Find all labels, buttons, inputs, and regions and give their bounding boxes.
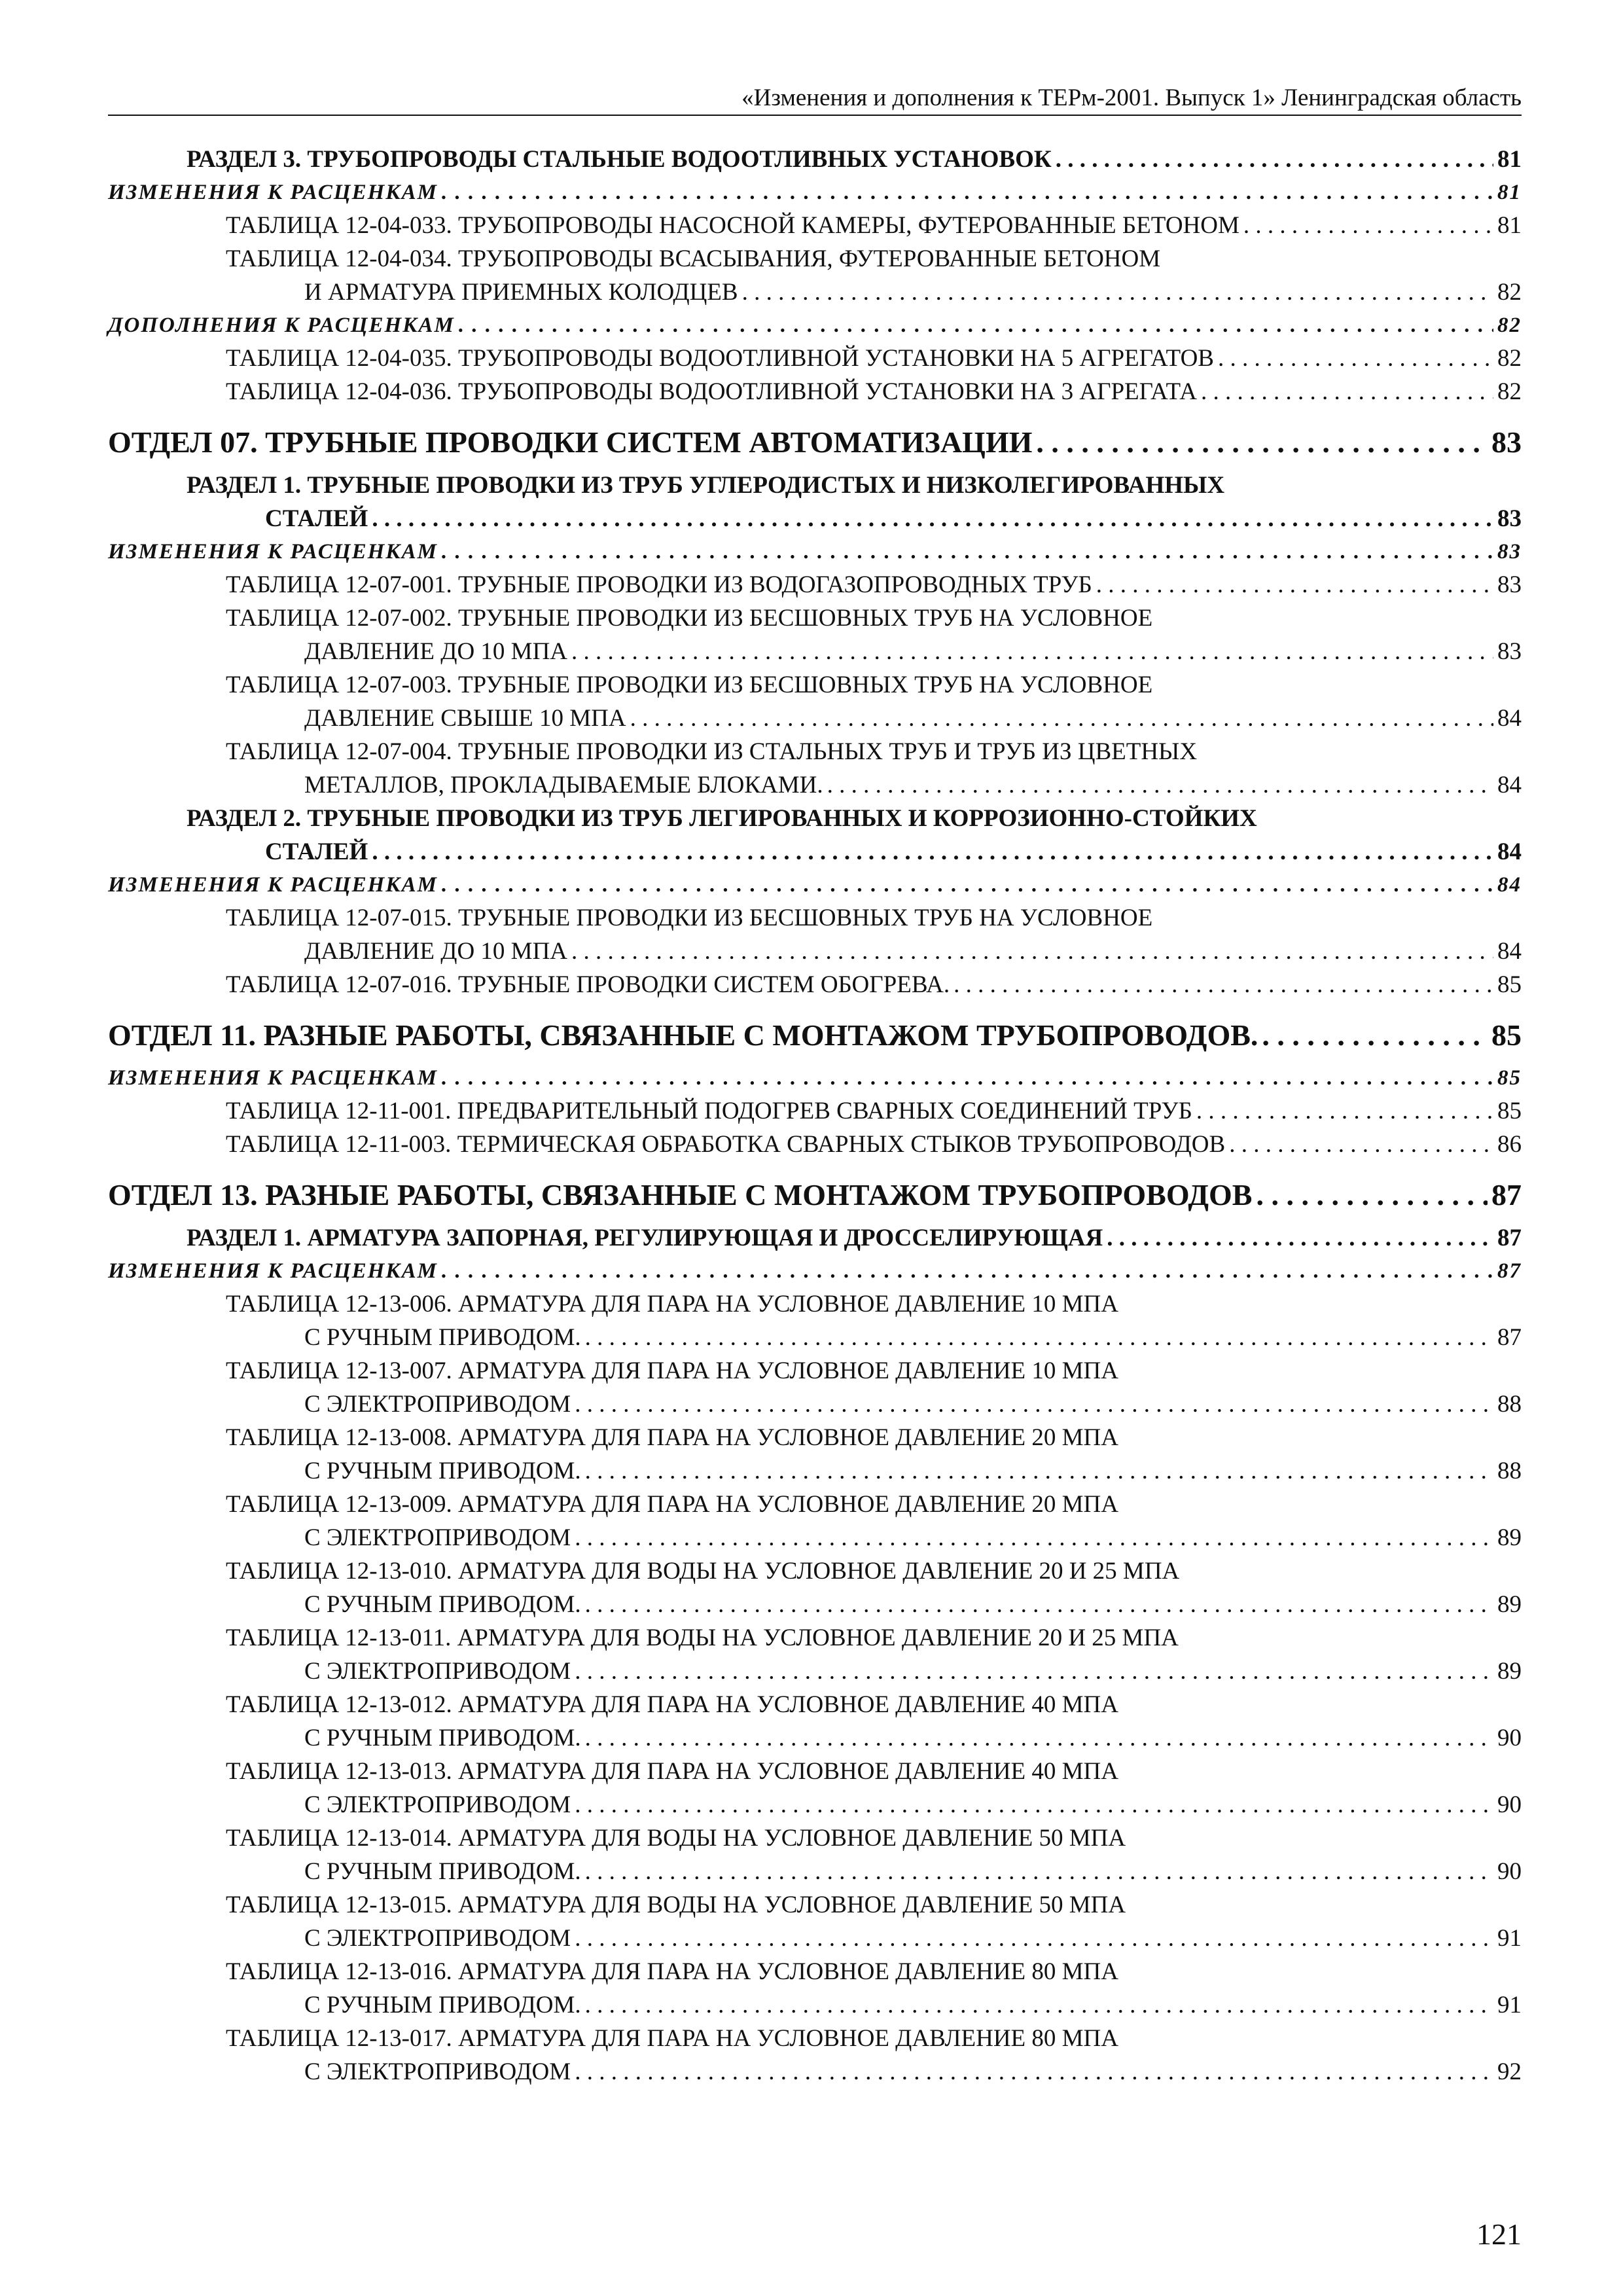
toc-entry-ital: [108, 176, 1522, 209]
toc-entry-title-line1: ТАБЛИЦА 12-13-006. АРМАТУРА ДЛЯ ПАРА НА УСЛОВНОЕ ДАВЛЕНИЕ 10 МПА: [226, 1291, 1118, 1318]
page-number: 121: [1476, 2217, 1522, 2251]
dot-leader: [442, 869, 1493, 901]
toc-entry-tab: [108, 242, 1522, 309]
toc-entry-page: 86: [1497, 1131, 1522, 1158]
toc-entry-page: 81: [1497, 181, 1522, 204]
toc-entry-title: С ЭЛЕКТРОПРИВОДОМ: [304, 2058, 571, 2085]
toc-entry-ital: [108, 535, 1522, 568]
toc-entry-title: С ЭЛЕКТРОПРИВОДОМ: [304, 1658, 571, 1685]
dot-leader: [1201, 375, 1493, 408]
toc-entry-page: 83: [1491, 425, 1522, 459]
toc-entry-page: 87: [1491, 1178, 1522, 1211]
toc-entry-otdel: [108, 425, 1522, 459]
toc-entry-otdel: [108, 1178, 1522, 1212]
toc-entry-title-line1: ТАБЛИЦА 12-13-017. АРМАТУРА ДЛЯ ПАРА НА УСЛОВНОЕ ДАВЛЕНИЕ 80 МПА: [226, 2025, 1118, 2052]
dot-leader: [571, 635, 1493, 668]
toc-entry-title-line1: ТАБЛИЦА 12-13-014. АРМАТУРА ДЛЯ ВОДЫ НА УСЛОВНОЕ ДАВЛЕНИЕ 50 МПА: [226, 1825, 1126, 1852]
dot-leader: [442, 176, 1493, 209]
toc-entry-page: 83: [1497, 540, 1522, 564]
toc-entry-title: ДОПОЛНЕНИЯ К РАСЦЕНКАМ: [108, 314, 455, 337]
toc-entry-page: 82: [1497, 279, 1522, 306]
toc-entry-title: ИЗМЕНЕНИЯ К РАСЦЕНКАМ: [108, 1259, 438, 1283]
toc-entry-tab: [108, 1488, 1522, 1554]
dot-leader: [1196, 1094, 1493, 1128]
toc-entry-tab: [108, 901, 1522, 968]
dot-leader: [1262, 1018, 1488, 1052]
dot-leader: [575, 1388, 1493, 1421]
toc-entry-page: 89: [1497, 1658, 1522, 1685]
dot-leader: [442, 535, 1493, 568]
toc-entry-title: ИЗМЕНЕНИЯ К РАСЦЕНКАМ: [108, 540, 438, 564]
toc-entry-title: С ЭЛЕКТРОПРИВОДОМ: [304, 1524, 571, 1551]
toc-entry-page: 81: [1497, 212, 1522, 239]
toc-entry-title-line1: ТАБЛИЦА 12-13-013. АРМАТУРА ДЛЯ ПАРА НА УСЛОВНОЕ ДАВЛЕНИЕ 40 МПА: [226, 1758, 1118, 1785]
toc-entry-ital: [108, 309, 1522, 342]
toc-entry-title: С РУЧНЫМ ПРИВОДОМ.: [304, 1324, 581, 1351]
toc-entry-title: ИЗМЕНЕНИЯ К РАСЦЕНКАМ: [108, 1066, 438, 1090]
toc-entry-page: 90: [1497, 1858, 1522, 1885]
dot-leader: [585, 1988, 1493, 2022]
toc-entry-title-line1: ТАБЛИЦА 12-04-034. ТРУБОПРОВОДЫ ВСАСЫВАНИЯ, ФУТЕРОВАННЫЕ БЕТОНОМ: [226, 245, 1161, 272]
toc-entry-title: С РУЧНЫМ ПРИВОДОМ.: [304, 1725, 581, 1751]
dot-leader: [1096, 568, 1493, 601]
dot-leader: [630, 702, 1493, 735]
toc-entry-title-line1: ТАБЛИЦА 12-13-007. АРМАТУРА ДЛЯ ПАРА НА УСЛОВНОЕ ДАВЛЕНИЕ 10 МПА: [226, 1357, 1118, 1384]
dot-leader: [442, 1062, 1493, 1094]
toc-entry-title: С РУЧНЫМ ПРИВОДОМ.: [304, 1858, 581, 1885]
toc-entry-title: ДАВЛЕНИЕ СВЫШЕ 10 МПА: [304, 705, 626, 732]
toc-entry-page: 83: [1497, 505, 1522, 532]
toc-entry-title-line1: РАЗДЕЛ 1. ТРУБНЫЕ ПРОВОДКИ ИЗ ТРУБ УГЛЕРОДИСТЫХ И НИЗКОЛЕГИРОВАННЫХ: [187, 472, 1225, 499]
toc-entry-title: ИЗМЕНЕНИЯ К РАСЦЕНКАМ: [108, 181, 438, 204]
dot-leader: [585, 1721, 1493, 1755]
toc-entry-tab: [108, 209, 1522, 242]
toc-entry-title: И АРМАТУРА ПРИЕМНЫХ КОЛОДЦЕВ: [304, 279, 738, 306]
toc-entry-title: РАЗДЕЛ 3. ТРУБОПРОВОДЫ СТАЛЬНЫЕ ВОДООТЛИВНЫХ УСТАНОВОК: [187, 146, 1052, 173]
dot-leader: [459, 309, 1493, 342]
toc-entry-page: 87: [1497, 1225, 1522, 1251]
toc-entry-title: С ЭЛЕКТРОПРИВОДОМ: [304, 1791, 571, 1818]
toc-entry-page: 92: [1497, 2058, 1522, 2085]
dot-leader: [1056, 143, 1493, 176]
toc-entry-title: С ЭЛЕКТРОПРИВОДОМ: [304, 1925, 571, 1952]
toc-entry-title: ТАБЛИЦА 12-04-035. ТРУБОПРОВОДЫ ВОДООТЛИВНОЙ УСТАНОВКИ НА 5 АГРЕГАТОВ: [226, 345, 1214, 372]
dot-leader: [1243, 209, 1493, 242]
toc-entry-tab: [108, 1688, 1522, 1755]
toc-entry-page: 83: [1497, 571, 1522, 598]
toc-entry-tab: [108, 1755, 1522, 1821]
toc-entry-page: 85: [1491, 1018, 1522, 1052]
toc-entry-title: ТАБЛИЦА 12-04-033. ТРУБОПРОВОДЫ НАСОСНОЙ КАМЕРЫ, ФУТЕРОВАННЫЕ БЕТОНОМ: [226, 212, 1240, 239]
toc-entry-tab: [108, 342, 1522, 375]
toc-entry-tab: [108, 1354, 1522, 1421]
toc-entry-title: ТАБЛИЦА 12-11-001. ПРЕДВАРИТЕЛЬНЫЙ ПОДОГРЕВ СВАРНЫХ СОЕДИНЕНИЙ ТРУБ: [226, 1098, 1192, 1124]
toc-entry-ital: [108, 869, 1522, 901]
toc-entry-title-line1: ТАБЛИЦА 12-07-002. ТРУБНЫЕ ПРОВОДКИ ИЗ БЕСШОВНЫХ ТРУБ НА УСЛОВНОЕ: [226, 605, 1153, 632]
toc-entry-ital: [108, 1255, 1522, 1287]
table-of-contents: [108, 143, 1522, 2089]
toc-entry-page: 84: [1497, 873, 1522, 897]
dot-leader: [1218, 342, 1493, 375]
toc-entry-title-line1: ТАБЛИЦА 12-07-015. ТРУБНЫЕ ПРОВОДКИ ИЗ БЕСШОВНЫХ ТРУБ НА УСЛОВНОЕ: [226, 905, 1153, 931]
toc-entry-title-line1: ТАБЛИЦА 12-13-016. АРМАТУРА ДЛЯ ПАРА НА УСЛОВНОЕ ДАВЛЕНИЕ 80 МПА: [226, 1958, 1118, 1985]
toc-entry-title: ТАБЛИЦА 12-07-016. ТРУБНЫЕ ПРОВОДКИ СИСТЕМ ОБОГРЕВА.: [226, 971, 950, 998]
toc-entry-page: 85: [1497, 1066, 1522, 1090]
toc-entry-title: ТАБЛИЦА 12-07-001. ТРУБНЫЕ ПРОВОДКИ ИЗ ВОДОГАЗОПРОВОДНЫХ ТРУБ: [226, 571, 1092, 598]
toc-entry-title-line1: РАЗДЕЛ 2. ТРУБНЫЕ ПРОВОДКИ ИЗ ТРУБ ЛЕГИРОВАННЫХ И КОРРОЗИОННО-СТОЙКИХ: [187, 805, 1257, 832]
toc-entry-tab: [108, 601, 1522, 668]
toc-entry-page: 88: [1497, 1458, 1522, 1484]
toc-entry-page: 89: [1497, 1591, 1522, 1618]
toc-entry-title: С РУЧНЫМ ПРИВОДОМ.: [304, 1591, 581, 1618]
toc-entry-title: ДАВЛЕНИЕ ДО 10 МПА: [304, 938, 568, 965]
toc-entry-title: ОТДЕЛ 07. ТРУБНЫЕ ПРОВОДКИ СИСТЕМ АВТОМАТИЗАЦИИ: [108, 425, 1033, 459]
toc-entry-tab: [108, 968, 1522, 1001]
toc-entry-otdel: [108, 1018, 1522, 1052]
toc-entry-title: ТАБЛИЦА 12-11-003. ТЕРМИЧЕСКАЯ ОБРАБОТКА СВАРНЫХ СТЫКОВ ТРУБОПРОВОДОВ: [226, 1131, 1226, 1158]
dot-leader: [1036, 425, 1488, 459]
toc-entry-title: С ЭЛЕКТРОПРИВОДОМ: [304, 1391, 571, 1418]
toc-entry-razdel: [108, 143, 1522, 176]
toc-entry-title-line1: ТАБЛИЦА 12-13-011. АРМАТУРА ДЛЯ ВОДЫ НА УСЛОВНОЕ ДАВЛЕНИЕ 20 И 25 МПА: [226, 1624, 1179, 1651]
toc-entry-page: 88: [1497, 1391, 1522, 1418]
toc-entry-page: 91: [1497, 1992, 1522, 2018]
toc-entry-razdel: [108, 802, 1522, 869]
dot-leader: [585, 1855, 1493, 1888]
toc-entry-title-line1: ТАБЛИЦА 12-13-010. АРМАТУРА ДЛЯ ВОДЫ НА УСЛОВНОЕ ДАВЛЕНИЕ 20 И 25 МПА: [226, 1558, 1180, 1585]
toc-entry-title-line1: ТАБЛИЦА 12-13-008. АРМАТУРА ДЛЯ ПАРА НА УСЛОВНОЕ ДАВЛЕНИЕ 20 МПА: [226, 1424, 1118, 1451]
toc-entry-tab: [108, 568, 1522, 601]
toc-entry-title: С РУЧНЫМ ПРИВОДОМ.: [304, 1458, 581, 1484]
dot-leader: [742, 276, 1493, 309]
dot-leader: [575, 1922, 1493, 1955]
dot-leader: [585, 1321, 1493, 1354]
toc-entry-title-line1: ТАБЛИЦА 12-07-004. ТРУБНЫЕ ПРОВОДКИ ИЗ СТАЛЬНЫХ ТРУБ И ТРУБ ИЗ ЦВЕТНЫХ: [226, 738, 1198, 765]
toc-entry-tab: [108, 1094, 1522, 1128]
toc-entry-page: 90: [1497, 1791, 1522, 1818]
dot-leader: [575, 1655, 1493, 1688]
toc-entry-page: 83: [1497, 638, 1522, 665]
toc-entry-title: С РУЧНЫМ ПРИВОДОМ.: [304, 1992, 581, 2018]
dot-leader: [575, 2055, 1493, 2089]
toc-entry-page: 89: [1497, 1524, 1522, 1551]
dot-leader: [372, 835, 1493, 869]
toc-entry-title: МЕТАЛЛОВ, ПРОКЛАДЫВАЕМЫЕ БЛОКАМИ.: [304, 772, 823, 798]
header-rule: [108, 115, 1522, 116]
dot-leader: [372, 502, 1493, 535]
toc-entry-title-line1: ТАБЛИЦА 12-13-009. АРМАТУРА ДЛЯ ПАРА НА УСЛОВНОЕ ДАВЛЕНИЕ 20 МПА: [226, 1491, 1118, 1518]
toc-entry-tab: [108, 1554, 1522, 1621]
toc-entry-title-line1: ТАБЛИЦА 12-07-003. ТРУБНЫЕ ПРОВОДКИ ИЗ БЕСШОВНЫХ ТРУБ НА УСЛОВНОЕ: [226, 672, 1153, 698]
toc-entry-tab: [108, 668, 1522, 735]
dot-leader: [442, 1255, 1493, 1287]
dot-leader: [954, 968, 1493, 1001]
toc-entry-title: ИЗМЕНЕНИЯ К РАСЦЕНКАМ: [108, 873, 438, 897]
toc-entry-tab: [108, 1128, 1522, 1161]
toc-entry-page: 84: [1497, 938, 1522, 965]
toc-entry-title: ДАВЛЕНИЕ ДО 10 МПА: [304, 638, 568, 665]
dot-leader: [585, 1454, 1493, 1488]
toc-entry-page: 84: [1497, 705, 1522, 732]
toc-entry-page: 82: [1497, 314, 1522, 337]
toc-entry-title: РАЗДЕЛ 1. АРМАТУРА ЗАПОРНАЯ, РЕГУЛИРУЮЩАЯ И ДРОССЕЛИРУЮЩАЯ: [187, 1225, 1103, 1251]
dot-leader: [585, 1588, 1493, 1621]
toc-entry-page: 90: [1497, 1725, 1522, 1751]
toc-entry-page: 87: [1497, 1259, 1522, 1283]
toc-entry-tab: [108, 1821, 1522, 1888]
toc-entry-page: 85: [1497, 1098, 1522, 1124]
dot-leader: [571, 935, 1493, 968]
toc-entry-page: 82: [1497, 345, 1522, 372]
dot-leader: [1107, 1221, 1493, 1255]
toc-entry-page: 84: [1497, 838, 1522, 865]
toc-entry-title: ТАБЛИЦА 12-04-036. ТРУБОПРОВОДЫ ВОДООТЛИВНОЙ УСТАНОВКИ НА 3 АГРЕГАТА: [226, 378, 1197, 405]
toc-entry-page: 91: [1497, 1925, 1522, 1952]
toc-entry-title-line1: ТАБЛИЦА 12-13-012. АРМАТУРА ДЛЯ ПАРА НА УСЛОВНОЕ ДАВЛЕНИЕ 40 МПА: [226, 1691, 1118, 1718]
running-header: «Изменения и дополнения к ТЕРм-2001. Выпуск 1» Ленинградская область: [741, 84, 1522, 111]
toc-entry-title-line1: ТАБЛИЦА 12-13-015. АРМАТУРА ДЛЯ ВОДЫ НА УСЛОВНОЕ ДАВЛЕНИЕ 50 МПА: [226, 1892, 1126, 1918]
toc-entry-tab: [108, 735, 1522, 802]
toc-entry-page: 81: [1497, 146, 1522, 173]
toc-entry-page: 87: [1497, 1324, 1522, 1351]
toc-entry-title: ОТДЕЛ 11. РАЗНЫЕ РАБОТЫ, СВЯЗАННЫЕ С МОНТАЖОМ ТРУБОПРОВОДОВ.: [108, 1018, 1258, 1052]
toc-entry-tab: [108, 2022, 1522, 2089]
toc-entry-razdel: [108, 469, 1522, 535]
toc-entry-tab: [108, 1621, 1522, 1688]
toc-entry-tab: [108, 1287, 1522, 1354]
toc-entry-tab: [108, 375, 1522, 408]
dot-leader: [827, 768, 1493, 802]
dot-leader: [1229, 1128, 1493, 1161]
toc-entry-title: ОТДЕЛ 13. РАЗНЫЕ РАБОТЫ, СВЯЗАННЫЕ С МОНТАЖОМ ТРУБОПРОВОДОВ: [108, 1178, 1253, 1211]
toc-entry-title: СТАЛЕЙ: [265, 505, 368, 532]
dot-leader: [575, 1788, 1493, 1821]
dot-leader: [575, 1521, 1493, 1554]
toc-entry-page: 84: [1497, 772, 1522, 798]
toc-entry-page: 85: [1497, 971, 1522, 998]
toc-entry-page: 82: [1497, 378, 1522, 405]
toc-entry-tab: [108, 1888, 1522, 1955]
toc-entry-tab: [108, 1421, 1522, 1488]
toc-entry-title: СТАЛЕЙ: [265, 838, 368, 865]
toc-entry-razdel: [108, 1221, 1522, 1255]
toc-entry-ital: [108, 1062, 1522, 1094]
toc-entry-tab: [108, 1955, 1522, 2022]
dot-leader: [1256, 1178, 1488, 1212]
